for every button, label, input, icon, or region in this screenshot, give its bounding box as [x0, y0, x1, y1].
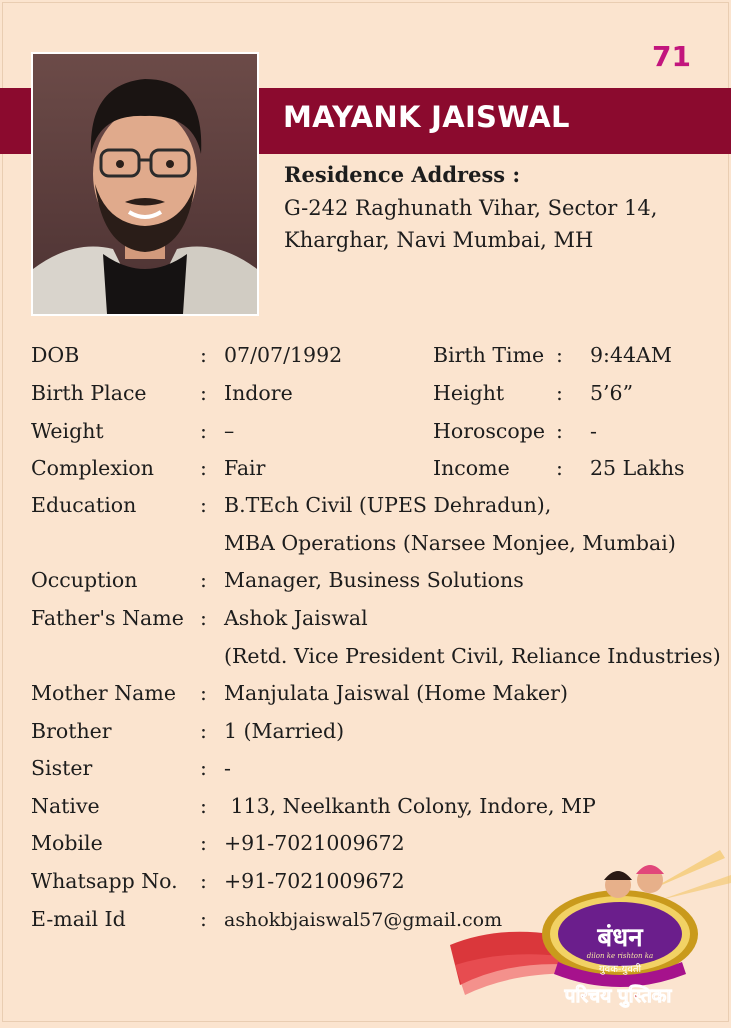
- email-label: E-mail Id: [31, 907, 126, 931]
- income-colon: :: [556, 456, 563, 480]
- brother-colon: :: [200, 719, 207, 743]
- page-number: 71: [652, 40, 691, 73]
- mother-colon: :: [200, 681, 207, 705]
- logo-title: बंधन: [597, 923, 643, 953]
- sister-colon: :: [200, 756, 207, 780]
- birth-place-colon: :: [200, 381, 207, 405]
- address-line-2: Kharghar, Navi Mumbai, MH: [284, 228, 594, 252]
- sister-value: -: [224, 756, 231, 780]
- native-colon: :: [200, 794, 207, 818]
- mobile-label: Mobile: [31, 831, 103, 855]
- native-value: 113, Neelkanth Colony, Indore, MP: [224, 794, 596, 818]
- sister-label: Sister: [31, 756, 93, 780]
- whatsapp-value: +91-7021009672: [224, 869, 405, 893]
- bandhan-logo: [450, 850, 731, 1024]
- email-value: ashokbjaiswal57@gmail.com: [224, 909, 503, 931]
- father-label: Father's Name: [31, 606, 184, 630]
- horoscope-label: Horoscope: [433, 419, 545, 443]
- education-value-line-1: B.TEch Civil (UPES Dehradun),: [224, 493, 552, 517]
- weight-value: –: [224, 419, 235, 443]
- income-value: 25 Lakhs: [590, 456, 685, 480]
- address-heading: Residence Address :: [284, 162, 521, 187]
- horoscope-colon: :: [556, 419, 563, 443]
- whatsapp-label: Whatsapp No.: [31, 869, 178, 893]
- dob-label: DOB: [31, 343, 80, 367]
- logo-tagline: dilon ke rishton ka: [586, 952, 654, 960]
- education-value-line-2: MBA Operations (Narsee Monjee, Mumbai): [224, 531, 676, 555]
- father-value-line-1: Ashok Jaiswal: [224, 606, 368, 630]
- mobile-value: +91-7021009672: [224, 831, 405, 855]
- horoscope-value: -: [590, 419, 597, 443]
- birth-time-value: 9:44AM: [590, 343, 672, 367]
- brother-value: 1 (Married): [224, 719, 345, 743]
- email-colon: :: [200, 907, 207, 931]
- complexion-value: Fair: [224, 456, 266, 480]
- dob-colon: :: [200, 343, 207, 367]
- occupation-label: Occuption: [31, 568, 138, 592]
- weight-colon: :: [200, 419, 207, 443]
- height-label: Height: [433, 381, 505, 405]
- occupation-value: Manager, Business Solutions: [224, 568, 524, 592]
- candidate-name: MAYANK JAISWAL: [283, 100, 570, 134]
- birth-place-label: Birth Place: [31, 381, 147, 405]
- complexion-label: Complexion: [31, 456, 154, 480]
- native-label: Native: [31, 794, 100, 818]
- address-line-1: G-242 Raghunath Vihar, Sector 14,: [284, 196, 658, 220]
- height-colon: :: [556, 381, 563, 405]
- profile-photo: [31, 52, 259, 316]
- father-value-line-2: (Retd. Vice President Civil, Reliance Industries): [224, 644, 721, 668]
- birth-time-label: Birth Time: [433, 343, 545, 367]
- complexion-colon: :: [200, 456, 207, 480]
- mobile-colon: :: [200, 831, 207, 855]
- occupation-colon: :: [200, 568, 207, 592]
- mother-value: Manjulata Jaiswal (Home Maker): [224, 681, 568, 705]
- education-colon: :: [200, 493, 207, 517]
- income-label: Income: [433, 456, 510, 480]
- birth-time-colon: :: [556, 343, 563, 367]
- brother-label: Brother: [31, 719, 112, 743]
- dob-value: 07/07/1992: [224, 343, 343, 367]
- weight-label: Weight: [31, 419, 104, 443]
- logo-footer: परिचय पुस्तिका: [564, 985, 672, 1007]
- whatsapp-colon: :: [200, 869, 207, 893]
- logo-emblem-icon: [450, 850, 731, 1024]
- mother-label: Mother Name: [31, 681, 176, 705]
- logo-subtitle: युवक-युवती: [598, 964, 642, 975]
- father-colon: :: [200, 606, 207, 630]
- birth-place-value: Indore: [224, 381, 293, 405]
- portrait-illustration: [33, 54, 257, 314]
- height-value: 5’6”: [590, 381, 634, 405]
- education-label: Education: [31, 493, 137, 517]
